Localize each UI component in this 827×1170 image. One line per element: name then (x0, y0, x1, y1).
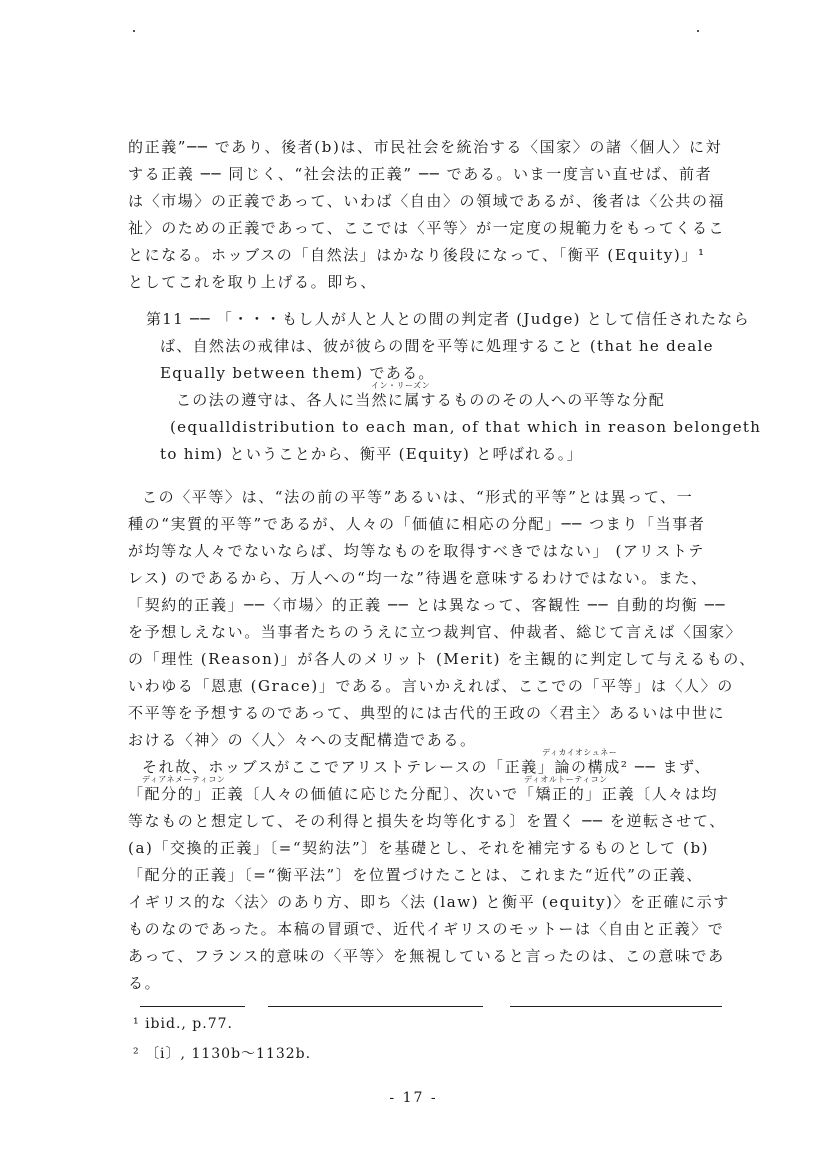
text-line: 祉〉のための正義であって、ここでは〈平等〉が一定度の規範力をもってくるこ (128, 219, 726, 237)
text-line: 的正義”── であり、後者(b)は、市民社会を統治する〈国家〉の諸〈個人〉に対 (128, 138, 723, 156)
text-line: としてこれを取り上げる。即ち、 (128, 273, 378, 291)
document-body (128, 134, 762, 997)
paragraph-1 (128, 134, 728, 296)
page-number: - 17 - (389, 1090, 438, 1106)
text-line: この〈平等〉は、“法の前の平等”あるいは、“形式的平等”とは異って、一 (142, 488, 694, 506)
footnote-2: ² 〔i〕, 1130b～1132b. (133, 1046, 312, 1062)
text-span: 「配分的」正義〔人々の価値に応じた分配〕、次いで「矯正的」正義〔人々は均 (128, 785, 719, 803)
text-line: する正義 ── 同じく、“社会法的正義” ── である。いま一度言い直せば、前者 (128, 165, 713, 183)
text-span: それ故、ホッブスがここでアリストテレースの「正義」論の構成² ── まず、 (142, 758, 712, 776)
ruby-annotation: ディカイオシュネー (542, 748, 618, 757)
ruby-annotation: ディオルトーティコン (524, 775, 608, 784)
text-line: 等なものと想定して、その利得と損失を均等化する〕を置く ── を逆転させて、 (128, 812, 726, 830)
text-line (176, 381, 728, 414)
text-line: とになる。ホッブスの「自然法」はかなり後段になって、「衡平 (Equity)」¹ (128, 246, 706, 264)
text-line: の「理性 (Reason)」が各人のメリット (Merit) を主観的に判定して与えるもの、 (128, 650, 756, 668)
text-line: 「契約的正義」──〈市場〉的正義 ── とは異なって、客観性 ── 自動的均衡 ── (128, 596, 726, 614)
text-line: to him) ということから、衡平 (Equity) と呼ばれる。」 (160, 445, 583, 463)
text-line: おける〈神〉の〈人〉々への支配構造である。 (128, 731, 477, 749)
text-line: る。 (128, 974, 162, 992)
text-line: 第11 ── 「・・・もし人が人と人との間の判定者 (Judge) として信任されたなら (146, 310, 750, 328)
text-line: あって、フランス的意味の〈平等〉を無視していると言ったのは、この意味であ (128, 947, 725, 965)
paragraph-2 (128, 484, 756, 754)
text-line (142, 748, 728, 781)
text-line: 種の“実質的平等”であるが、人々の「価値に相応の分配」── つまり「当事者 (128, 515, 706, 533)
text-line: は〈市場〉の正義であって、いわば〈自由〉の領域であるが、後者は〈公共の福 (128, 192, 726, 210)
text-line: イギリス的な〈法〉のあり方、即ち〈法 (law) と衡平 (equity)〉を正確に示す (128, 893, 730, 911)
text-line: ば、自然法の戒律は、彼が彼らの間を平等に処理すること (that he deale (160, 337, 714, 355)
footnote-1: ¹ ibid., p.77. (133, 1016, 233, 1032)
footnote-separator (510, 1006, 722, 1007)
text-line: 「配分的正義」〔=“衡平法”〕を位置づけたことは、これまた“近代”の正義、 (128, 866, 703, 884)
text-line: レス) のであるから、万人への“均一な”待遇を意味するわけではない。また、 (128, 569, 708, 587)
ruby-annotation: ディアネメーティコン (142, 775, 226, 784)
text-line: 不平等を予想するのであって、典型的には古代的王政の〈君主〉あるいは中世に (128, 704, 726, 722)
scan-speck-left (133, 30, 135, 32)
text-line: を予想しえない。当事者たちのうえに立つ裁判官、仲裁者、総じて言えば〈国家〉 (128, 623, 743, 641)
text-line: ものなのであった。本稿の冒頭で、近代イギリスのモットーは〈自由と正義〉で (128, 920, 725, 938)
text-span: この法の遵守は、各人に当然に属するもののその人への平等な分配 (176, 391, 666, 409)
text-line: (equalldistribution to each man, of that which in reason belongeth (170, 418, 762, 436)
footnote-separator (140, 1006, 245, 1007)
text-line: Equally between them) である。 (160, 364, 435, 382)
text-line: いわゆる「恩恵 (Grace)」である。言いかえれば、ここでの「平等」は〈人〉の (128, 677, 734, 695)
text-line: が均等な人々でないならば、均等なものを取得すべきではない」 (アリストテ (128, 542, 706, 560)
footnote-separator (268, 1006, 483, 1007)
text-line (128, 775, 728, 808)
scan-speck-right (697, 30, 699, 32)
paragraph-3 (128, 748, 730, 997)
ruby-annotation: イン・リーズン (371, 381, 431, 390)
block-quote (146, 306, 762, 468)
text-line: (a)「交換的正義」〔=“契約法”〕を基礎とし、それを補完するものとして (b) (128, 839, 710, 857)
